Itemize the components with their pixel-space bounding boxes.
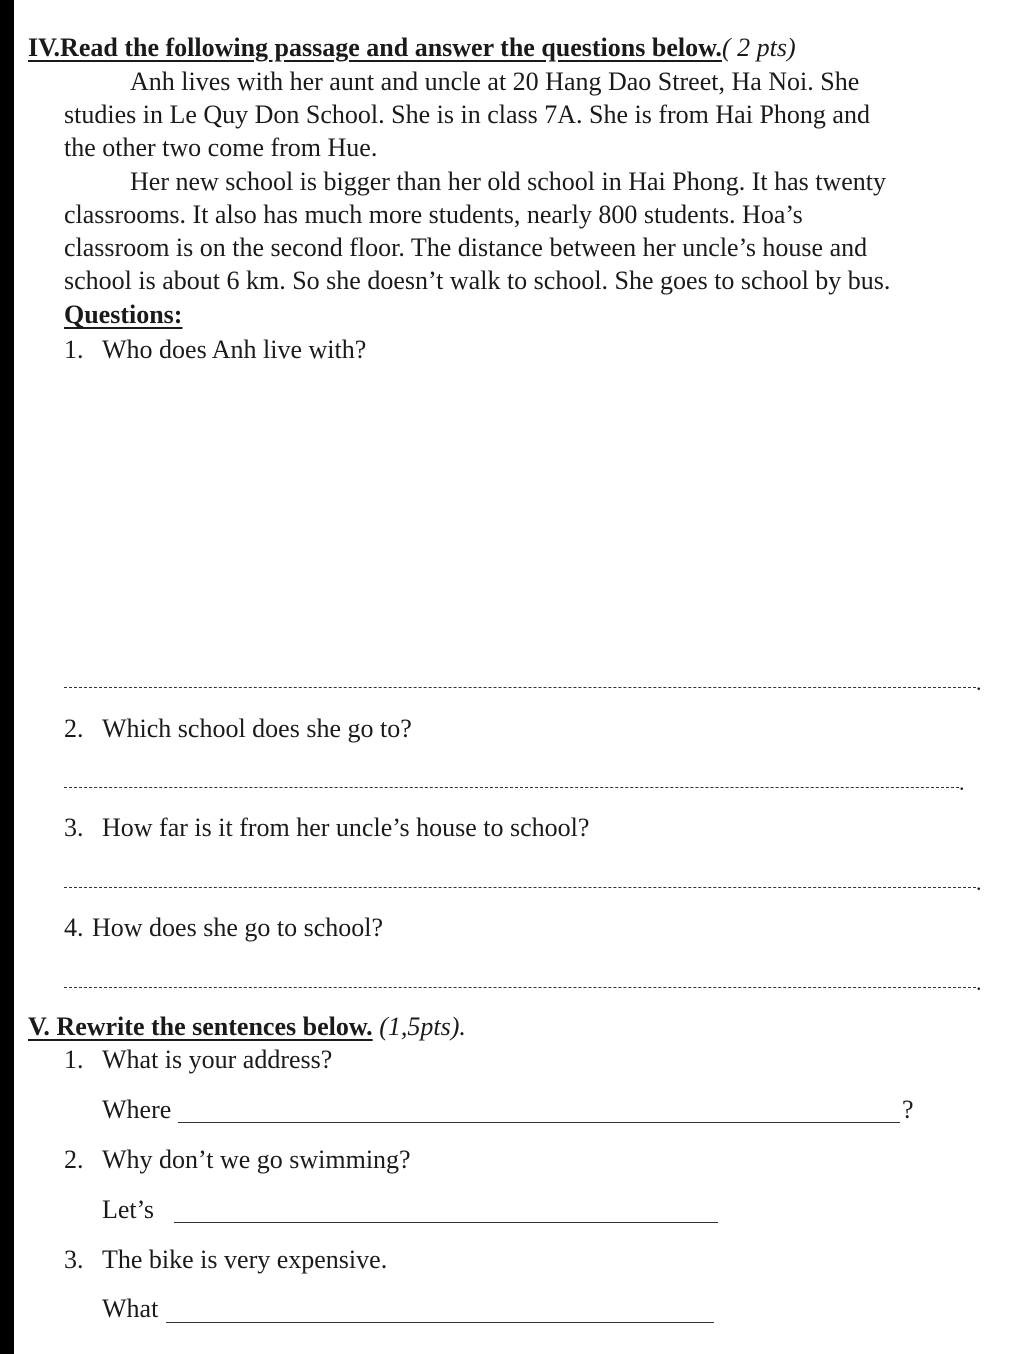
rewrite-answer-line-1[interactable] xyxy=(178,1122,900,1123)
question-3 xyxy=(64,812,589,844)
section-5-points: (1,5pts). xyxy=(379,1012,466,1041)
answer-line-3[interactable] xyxy=(64,887,976,888)
answer-line-4[interactable] xyxy=(64,987,976,988)
worksheet-page xyxy=(14,0,1024,1354)
rewrite-answer-line-3[interactable] xyxy=(166,1322,714,1323)
passage-line: Anh lives with her aunt and uncle at 20 Hang Dao Street, Ha Noi. She xyxy=(130,67,860,96)
item-text: Why don’t we go swimming? xyxy=(102,1145,411,1174)
item-number: 2. xyxy=(64,1145,84,1174)
rewrite-prompt-1: Where xyxy=(102,1095,172,1124)
question-1 xyxy=(64,334,366,366)
passage-line: studies in Le Quy Don School. She is in class 7A. She is from Hai Phong and xyxy=(64,100,870,129)
questions-label: Questions: xyxy=(64,300,183,329)
rewrite-prompt-2: Let’s xyxy=(102,1195,154,1224)
scan-left-edge xyxy=(0,0,14,1354)
passage-line: the other two come from Hue. xyxy=(64,133,378,162)
line-end-period: . xyxy=(976,670,982,695)
item-number: 1. xyxy=(64,1045,84,1074)
line-end-period: . xyxy=(976,970,982,995)
passage-line: Her new school is bigger than her old school in Hai Phong. It has twenty xyxy=(130,167,887,196)
item-text: What is your address? xyxy=(102,1045,333,1074)
rewrite-item-3 xyxy=(64,1244,387,1276)
question-number: 1. xyxy=(64,335,84,364)
section-5-title: V. Rewrite the sentences below. xyxy=(28,1012,373,1041)
rewrite-prompt-3: What xyxy=(102,1294,159,1323)
passage-line: school is about 6 km. So she doesn’t walk to school. She goes to school by bus. xyxy=(64,266,891,295)
question-text: How does she go to school? xyxy=(92,913,384,942)
section-4-points: ( 2 pts) xyxy=(721,33,796,62)
item-text: The bike is very expensive. xyxy=(102,1245,388,1274)
answer-line-1[interactable] xyxy=(64,687,976,688)
answer-line-2[interactable] xyxy=(64,787,959,788)
section-4-title: IV.Read the following passage and answer the questions below. xyxy=(28,33,722,62)
rewrite-item-2 xyxy=(64,1144,411,1176)
question-number: 4. xyxy=(64,913,84,942)
question-number: 2. xyxy=(64,714,84,743)
rewrite-end-mark: ? xyxy=(902,1095,914,1124)
question-4 xyxy=(64,912,383,944)
section-5-heading xyxy=(28,1011,466,1043)
question-2 xyxy=(64,713,412,745)
line-end-period: . xyxy=(959,770,965,795)
question-text: Which school does she go to? xyxy=(102,714,412,743)
question-text: Who does Anh live with? xyxy=(102,335,367,364)
passage-line: classrooms. It also has much more students, nearly 800 students. Hoa’s xyxy=(64,200,803,229)
rewrite-item-1 xyxy=(64,1044,332,1076)
item-number: 3. xyxy=(64,1245,84,1274)
passage-line: classroom is on the second floor. The distance between her uncle’s house and xyxy=(64,233,868,262)
rewrite-answer-line-2[interactable] xyxy=(174,1222,718,1223)
section-4-heading xyxy=(28,32,796,64)
question-number: 3. xyxy=(64,813,84,842)
line-end-period: . xyxy=(976,870,982,895)
question-text: How far is it from her uncle’s house to school? xyxy=(102,813,590,842)
